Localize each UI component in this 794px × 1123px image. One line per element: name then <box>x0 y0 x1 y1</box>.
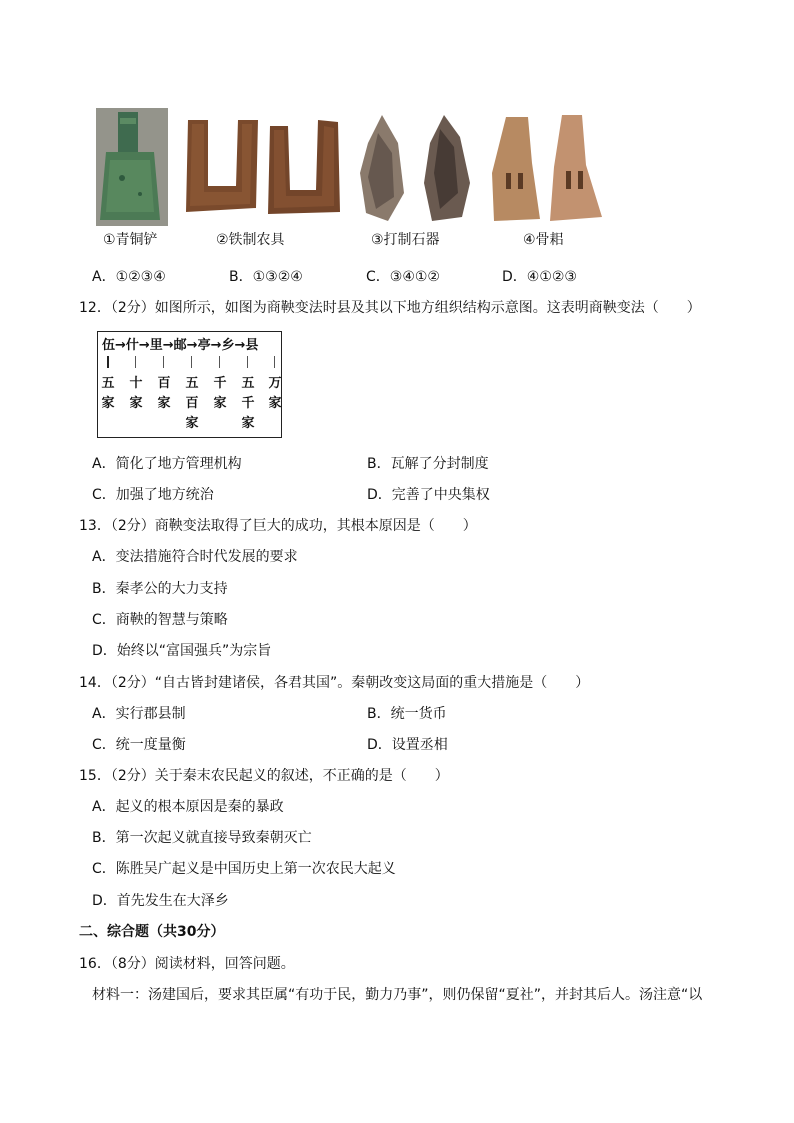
diagram-header: 伍→什→里→邮→亭→乡→县 <box>102 338 259 353</box>
col-char: 家 <box>185 416 199 431</box>
q12-option-b[interactable]: B．瓦解了分封制度 <box>367 456 489 472</box>
q16-stem: 16．（8分）阅读材料，回答问题。 <box>79 956 295 972</box>
col-char: 家 <box>268 396 282 411</box>
q14-option-c[interactable]: C．统一度量衡 <box>92 737 186 753</box>
diagram-column-li <box>153 374 175 414</box>
col-char: 百 <box>157 376 171 391</box>
q11-option-d[interactable]: D．④①②③ <box>502 269 577 285</box>
diagram-connectors <box>102 354 277 370</box>
bone-spade-image <box>488 113 606 223</box>
q14-option-a[interactable]: A．实行郡县制 <box>92 706 186 722</box>
q11-option-c[interactable]: C．③④①② <box>366 269 440 285</box>
caption-bronze-spade: ①青铜铲 <box>103 232 158 248</box>
q14-stem: 14．（2分）“自古皆封建诸侯，各君其国”。秦朝改变这局面的重大措施是（ ） <box>79 675 590 691</box>
organization-diagram <box>97 331 282 438</box>
q13-stem: 13．（2分）商鞅变法取得了巨大的成功，其根本原因是（ ） <box>79 518 477 534</box>
diagram-column-ting <box>209 374 231 414</box>
q11-option-a[interactable]: A．①②③④ <box>92 269 166 285</box>
q13-option-c[interactable]: C．商鞅的智慧与策略 <box>92 612 228 628</box>
q15-option-d[interactable]: D．首先发生在大泽乡 <box>92 893 229 909</box>
diagram-column-xian <box>264 374 286 414</box>
q15-option-b[interactable]: B．第一次起义就直接导致秦朝灭亡 <box>92 830 312 846</box>
stone-tools-image <box>358 113 478 223</box>
q13-option-a[interactable]: A．变法措施符合时代发展的要求 <box>92 549 298 565</box>
q12-stem: 12．（2分）如图所示，如图为商鞅变法时县及其以下地方组织结构示意图。这表明商鞅变法（ ） <box>79 300 701 316</box>
q14-option-b[interactable]: B．统一货币 <box>367 706 447 722</box>
q14-option-d[interactable]: D．设置丞相 <box>367 737 448 753</box>
q15-stem: 15．（2分）关于秦末农民起义的叙述，不正确的是（ ） <box>79 768 449 784</box>
col-char: 五 <box>241 376 255 391</box>
col-char: 十 <box>129 376 143 391</box>
bronze-spade-image <box>96 108 168 226</box>
q12-option-a[interactable]: A．简化了地方管理机构 <box>92 456 242 472</box>
col-char: 万 <box>268 376 282 391</box>
diagram-column-xiang <box>237 374 259 434</box>
q11-option-b[interactable]: B．①③②④ <box>229 269 303 285</box>
caption-bone-spade: ④骨耜 <box>523 232 564 248</box>
diagram-column-wu <box>97 374 119 414</box>
q15-option-a[interactable]: A．起义的根本原因是秦的暴政 <box>92 799 284 815</box>
col-char: 百 <box>185 396 199 411</box>
caption-iron-tools: ②铁制农具 <box>216 232 285 248</box>
q15-option-c[interactable]: C．陈胜吴广起义是中国历史上第一次农民大起义 <box>92 861 396 877</box>
caption-stone-tools: ③打制石器 <box>371 232 440 248</box>
q13-option-d[interactable]: D．始终以“富国强兵”为宗旨 <box>92 643 272 659</box>
col-char: 五 <box>185 376 199 391</box>
q13-option-b[interactable]: B．秦孝公的大力支持 <box>92 581 228 597</box>
col-char: 家 <box>129 396 143 411</box>
col-char: 家 <box>213 396 227 411</box>
section-title: 二、综合题（共30分） <box>79 924 225 940</box>
diagram-column-shi <box>125 374 147 414</box>
col-char: 家 <box>241 416 255 431</box>
col-char: 五 <box>101 376 115 391</box>
diagram-column-you <box>181 374 203 434</box>
col-char: 千 <box>241 396 255 411</box>
q12-option-d[interactable]: D．完善了中央集权 <box>367 487 490 503</box>
col-char: 家 <box>101 396 115 411</box>
col-char: 千 <box>213 376 227 391</box>
q12-option-c[interactable]: C．加强了地方统治 <box>92 487 214 503</box>
iron-tools-image <box>182 116 344 220</box>
q16-material: 材料一：汤建国后，要求其臣属“有功于民，勤力乃事”，则仍保留“夏社”，并封其后人。汤注意“以 <box>92 987 703 1003</box>
col-char: 家 <box>157 396 171 411</box>
